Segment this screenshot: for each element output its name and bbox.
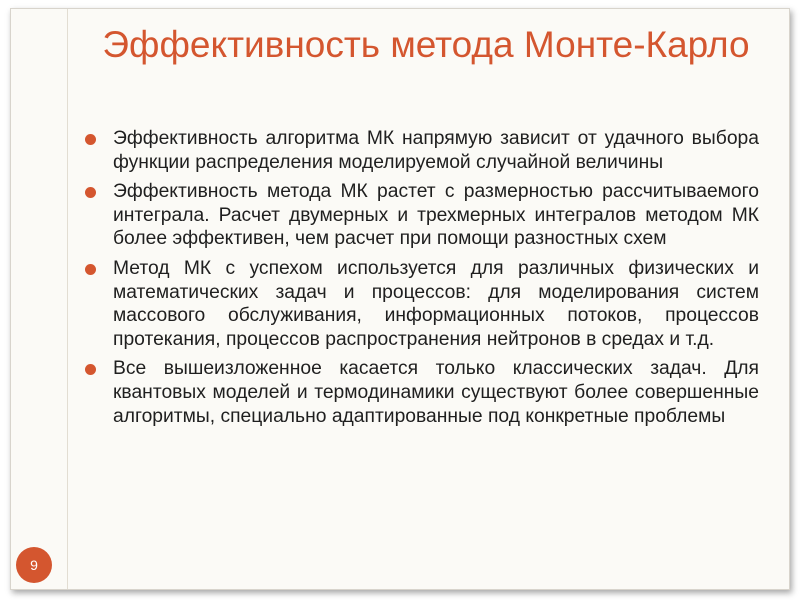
bullet-item: [85, 127, 759, 174]
slide-title: Эффективность метода Монте-Карло: [102, 24, 750, 65]
page-number-badge: 9: [16, 547, 52, 583]
bullet-dot-icon: [85, 264, 96, 275]
slide-left-rule: [67, 9, 68, 589]
bullet-dot-icon: [85, 364, 96, 375]
bullet-dot-icon: [85, 187, 96, 198]
bullet-text: Все вышеизложенное касается только классических задач. Для квантовых моделей и термодинамики существуют более совершенные алгоритмы, специально адаптированные под конкретные проблемы: [113, 358, 759, 427]
bullet-text: Метод МК с успехом используется для различных физических и математических задач и процессов: для моделирования систем массового обслуживания, информационных потоков, процессов протекания, процессов распространения нейтронов в средах и т.д.: [113, 257, 759, 350]
bullet-text: Эффективность метода МК растет с размерностью рассчитываемого интеграла. Расчет двумерных и трехмерных интегралов методом МК более эффективен, чем расчет при помощи разностных схем: [113, 181, 759, 250]
bullet-list: [85, 127, 759, 434]
bullet-dot-icon: [85, 134, 96, 145]
bullet-item: [85, 180, 759, 251]
bullet-text: Эффективность алгоритма МК напрямую зависит от удачного выбора функции распределения моделируемой случайной величины: [113, 128, 759, 173]
slide: [10, 8, 790, 590]
bullet-item: [85, 357, 759, 428]
bullet-item: [85, 257, 759, 351]
